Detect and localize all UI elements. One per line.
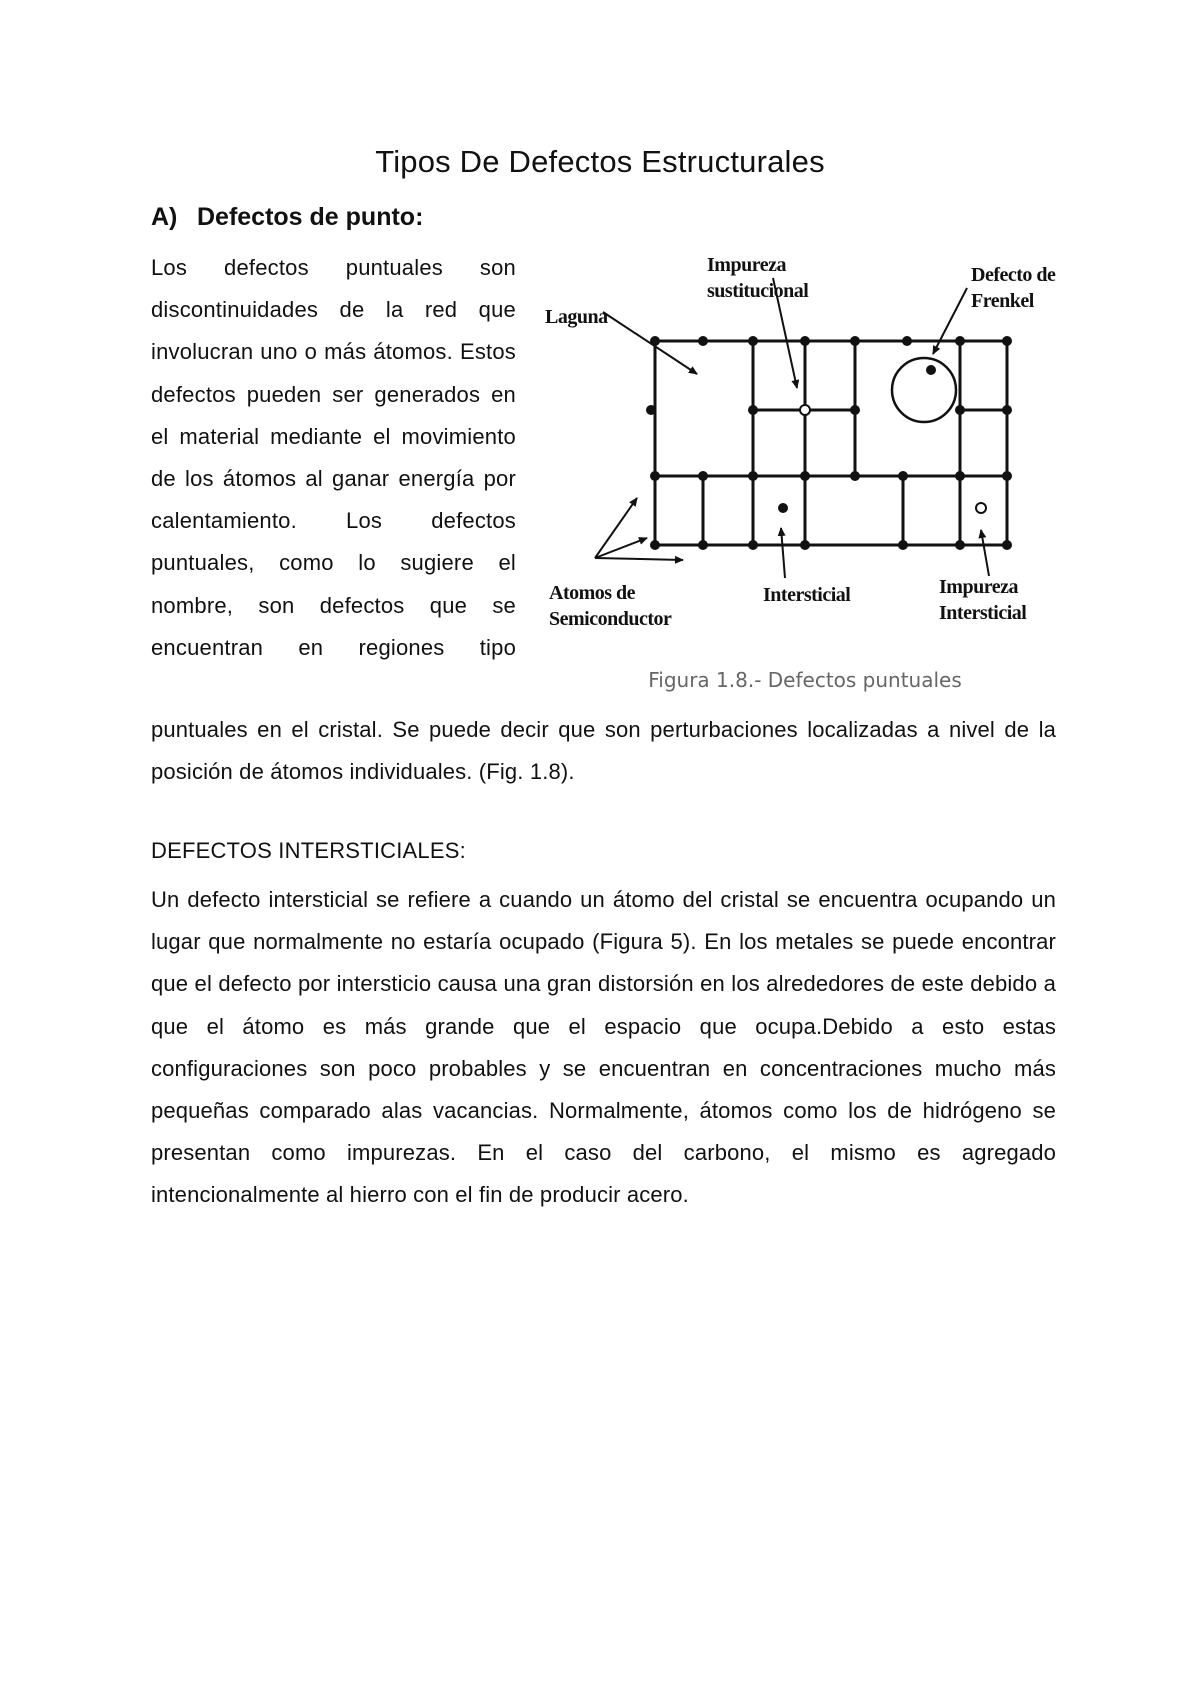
frenkel-ring: [892, 358, 956, 422]
label-interstitial-impurity-line1: Impureza: [939, 576, 1018, 598]
label-substitutional-line1: Impureza: [707, 254, 786, 276]
label-laguna: Laguna: [545, 306, 608, 328]
label-frenkel-defect: [971, 262, 1055, 314]
interstitial-defects-paragraph: Un defecto intersticial se refiere a cuando un átomo del cristal se encuentra ocupando un lugar que normalmente no estaría ocupado (Figura 5). En los metales se puede encontrar que el defecto por intersticio causa una gran distorsión en los alrededores de este debido a que el átomo es más grande que el espacio que ocupa.Debido a esto estas configuraciones son poco probables y se encuentran en concentraciones mucho más pequeñas comparado alas vacancias. Normalmente, átomos como los de hidrógeno se presentan como impurezas. En el caso del carbono, el mismo es agregado intencionalmente al hierro con el fin de producir acero.: [151, 887, 1056, 1208]
point-defects-figure: [535, 238, 1075, 692]
section-a-heading: [151, 203, 423, 232]
interstitial-impurity: [976, 503, 986, 513]
page-title: Tipos De Defectos Estructurales: [375, 144, 825, 179]
lattice-lines: [655, 341, 1007, 545]
label-interstitial: Intersticial: [763, 584, 851, 606]
label-atoms-line1: Atomos de: [549, 582, 636, 604]
label-substitutional-line2: sustitucional: [707, 280, 809, 302]
label-substitutional-impurity: [707, 252, 808, 304]
lattice-atoms: [646, 336, 1012, 550]
label-interstitial-impurity-line2: Intersticial: [939, 602, 1027, 624]
section-a-title: Defectos de punto:: [197, 203, 424, 231]
label-semiconductor-atoms: [549, 580, 671, 632]
label-atoms-line2: Semiconductor: [549, 608, 672, 630]
label-frenkel-line2: Frenkel: [971, 290, 1034, 312]
interstitial-defects-heading: DEFECTOS INTERSTICIALES:: [151, 838, 466, 863]
point-defects-paragraph-continued: puntuales en el cristal. Se puede decir que son perturbaciones localizadas a nivel de la posición de átomos individuales. (Fig. 1.8).: [151, 717, 1056, 785]
section-a-marker: A): [151, 203, 178, 231]
label-interstitial-impurity: [939, 574, 1026, 626]
substitutional-impurity: [800, 405, 810, 415]
point-defects-paragraph: Los defectos puntuales son discontinuidades de la red que involucran uno o más átomos. Estos defectos pueden ser generados en el material mediante el movimiento de los átomos al ganar energía por calentamiento. Los defectos puntuales, como lo sugiere el nombre, son defectos que se encuentran en regiones tipo: [151, 255, 516, 660]
label-frenkel-line1: Defecto de: [971, 264, 1056, 286]
figure-caption: Figura 1.8.- Defectos puntuales: [648, 668, 962, 692]
